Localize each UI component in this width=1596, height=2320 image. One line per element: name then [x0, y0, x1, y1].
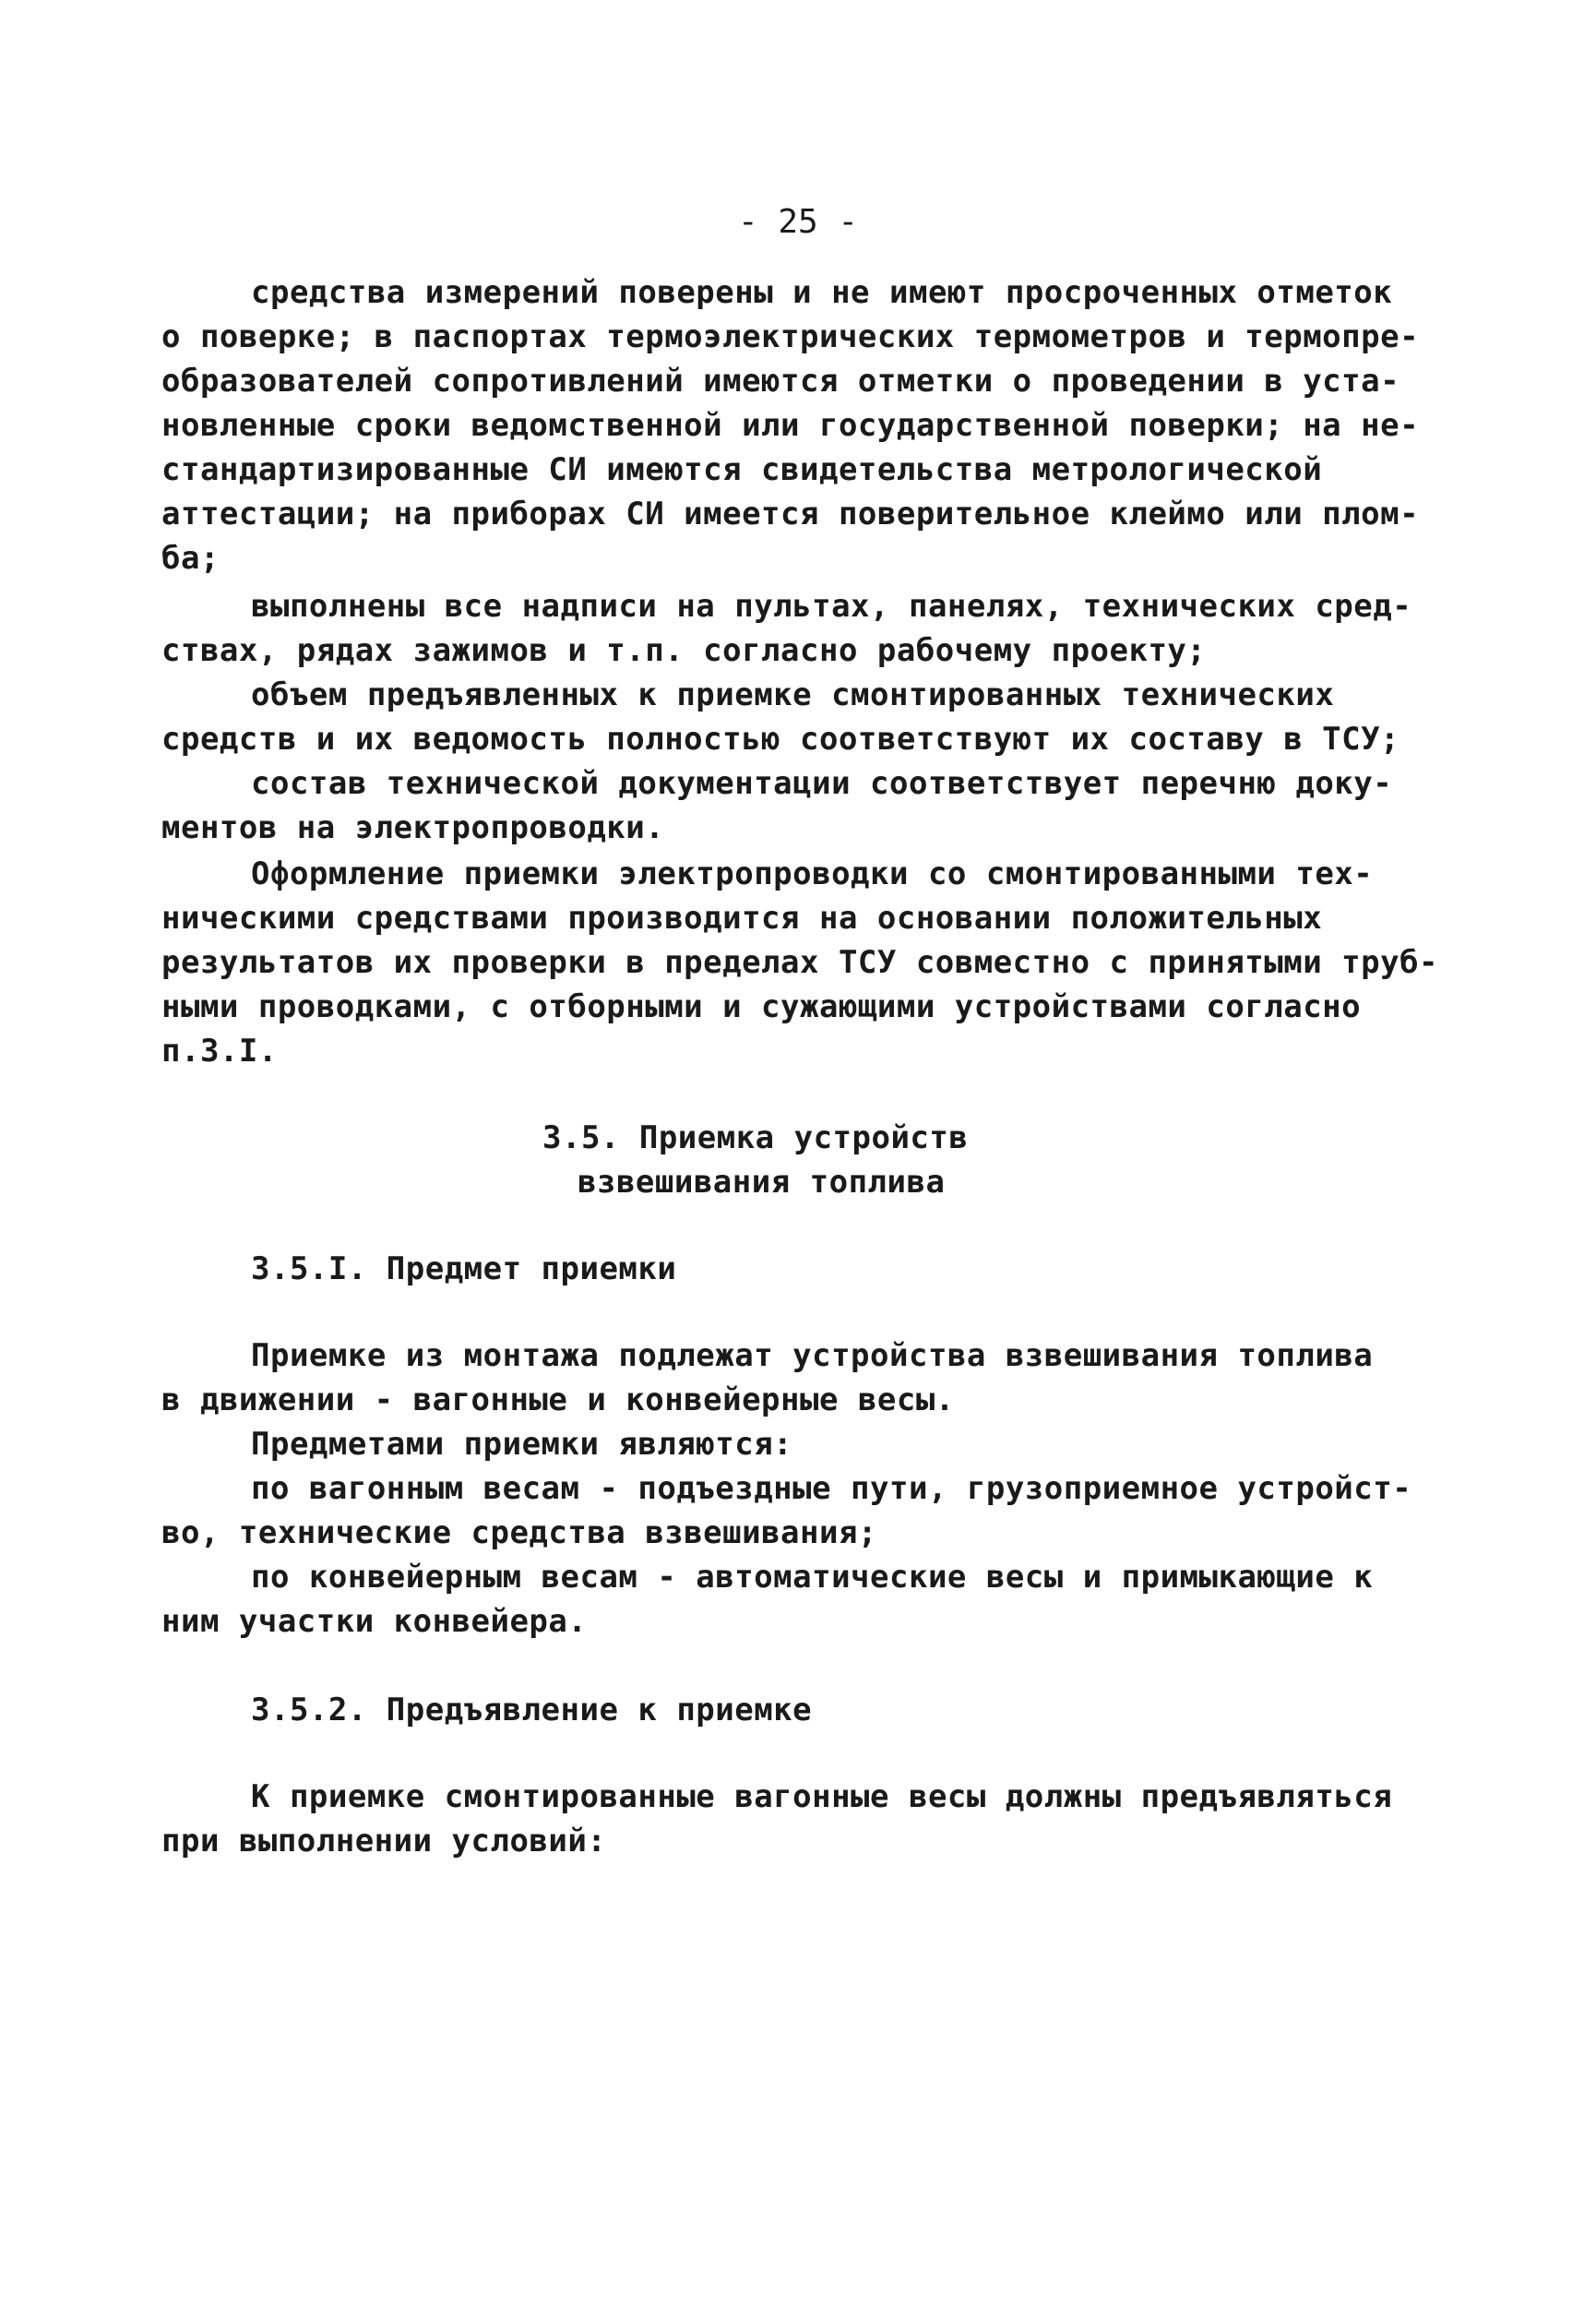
text-line: ническими средствами производится на основании положительных	[161, 900, 1323, 937]
page-number: - 25 -	[737, 203, 859, 241]
text-line: по конвейерным весам - автоматические весы и примыкающие к	[251, 1559, 1374, 1596]
subsection-heading: 3.5.2. Предъявление к приемке	[251, 1692, 813, 1728]
text-line: результатов их проверки в пределах ТСУ совместно с принятыми труб-	[161, 944, 1439, 981]
text-line: Предметами приемки являются:	[251, 1426, 793, 1463]
text-line: ним участки конвейера.	[161, 1603, 588, 1640]
text-line: ментов на электропроводки.	[161, 809, 665, 846]
text-line: объем предъявленных к приемке смонтированных технических	[251, 676, 1335, 713]
text-line: аттестации; на приборах СИ имеется поверительное клеймо или плом-	[161, 496, 1420, 532]
text-line: К приемке смонтированные вагонные весы должны предъявляться	[251, 1778, 1393, 1815]
text-line: о поверке; в паспортах термоэлектрических термометров и термопре-	[161, 318, 1420, 355]
text-line: при выполнении условий:	[161, 1823, 607, 1860]
text-line: ба;	[161, 540, 220, 577]
text-line: средств и их ведомость полностью соответствуют их составу в ТСУ;	[161, 721, 1400, 758]
text-line: по вагонным весам - подъездные пути, грузоприемное устройст-	[251, 1470, 1412, 1507]
text-line: ствах, рядах зажимов и т.п. согласно рабочему проекту;	[161, 632, 1207, 669]
section-heading: взвешивания топлива	[578, 1164, 946, 1201]
subsection-heading: 3.5.I. Предмет приемки	[251, 1250, 677, 1287]
text-line: Приемке из монтажа подлежат устройства взвешивания топлива	[251, 1337, 1374, 1374]
text-line: стандартизированные СИ имеются свидетельства метрологической	[161, 451, 1323, 488]
text-line: средства измерений поверены и не имеют просроченных отметок	[251, 274, 1393, 311]
text-line: ными проводками, с отборными и сужающими устройствами согласно	[161, 988, 1362, 1025]
text-line: в движении - вагонные и конвейерные весы.	[161, 1381, 955, 1418]
text-line: новленные сроки ведомственной или государственной поверки; на не-	[161, 407, 1420, 444]
text-line: во, технические средства взвешивания;	[161, 1514, 877, 1551]
text-line: п.3.I.	[161, 1033, 278, 1070]
text-line: состав технической документации соответствует перечню доку-	[251, 765, 1393, 802]
text-line: выполнены все надписи на пультах, панелях, технических сред-	[251, 588, 1412, 625]
section-heading: 3.5. Приемка устройств	[542, 1119, 969, 1156]
text-line: Оформление приемки электропроводки со смонтированными тех-	[251, 855, 1374, 892]
text-line: образователей сопротивлений имеются отметки о проведении в уста-	[161, 363, 1400, 400]
